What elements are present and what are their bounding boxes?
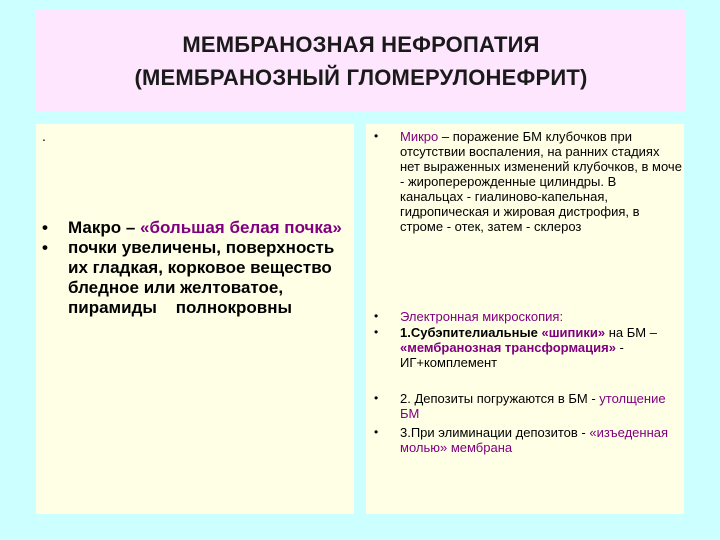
kidneys-text: почки увеличены, поверхность их гладкая, корковое вещество бледное или желтоватое, пирамиды полнокровны [68,238,340,317]
left-bullet-list [38,218,352,318]
left-bullet-macro [38,218,352,238]
bullet-icon: • [42,238,48,257]
left-bullet-kidneys [38,238,352,318]
macro-prefix: Макро – [68,218,141,237]
bullet-icon: • [374,425,379,439]
left-content-box [36,124,354,514]
right-bullet-item-1 [366,325,682,370]
item1-d: «мембранозная трансформация» [400,340,616,355]
right-bullet-item-2 [366,391,682,421]
item1-e: - ИГ+комплемент [400,340,624,370]
slide-title-line-2: (МЕМБРАНОЗНЫЙ ГЛОМЕРУЛОНЕФРИТ) [134,64,588,90]
item1-b: «шипики» [541,325,606,340]
bullet-icon: • [374,129,379,143]
em-heading: Электронная микроскопия: [400,309,564,324]
micro-label: Микро [400,129,439,144]
right-bullet-em-heading [366,309,682,324]
title-box [36,9,686,112]
item3-a: 3.При элиминации депозитов - [400,425,590,440]
left-dot: . [42,128,46,144]
slide-title-line-1: МЕМБРАНОЗНАЯ НЕФРОПАТИЯ [182,31,540,57]
bullet-icon: • [374,309,379,323]
micro-text: – поражение БМ клубочков при отсутствии воспаления, на ранних стадиях нет выраженных изменений клубочков, в моче - жироперерожденные цилиндры. В канальцах - гиалиново-капельная, гидропическая и жировая дистрофия, в строме - отек, затем - склероз [400,129,682,234]
macro-highlight: «большая белая почка» [140,218,342,237]
item3-b: «изъеденная молью» мембрана [400,425,669,455]
right-bullet-item-3 [366,425,682,455]
bullet-icon: • [374,325,379,339]
item2-b: утолщение БМ [400,391,666,421]
item1-c: на БМ – [605,325,657,340]
item2-a: 2. Депозиты погружаются в БМ - [400,391,600,406]
bullet-icon: • [42,218,48,237]
bullet-icon: • [374,391,379,405]
right-bullet-micro [366,129,682,234]
item1-a: 1.Субэпителиальные [400,325,542,340]
